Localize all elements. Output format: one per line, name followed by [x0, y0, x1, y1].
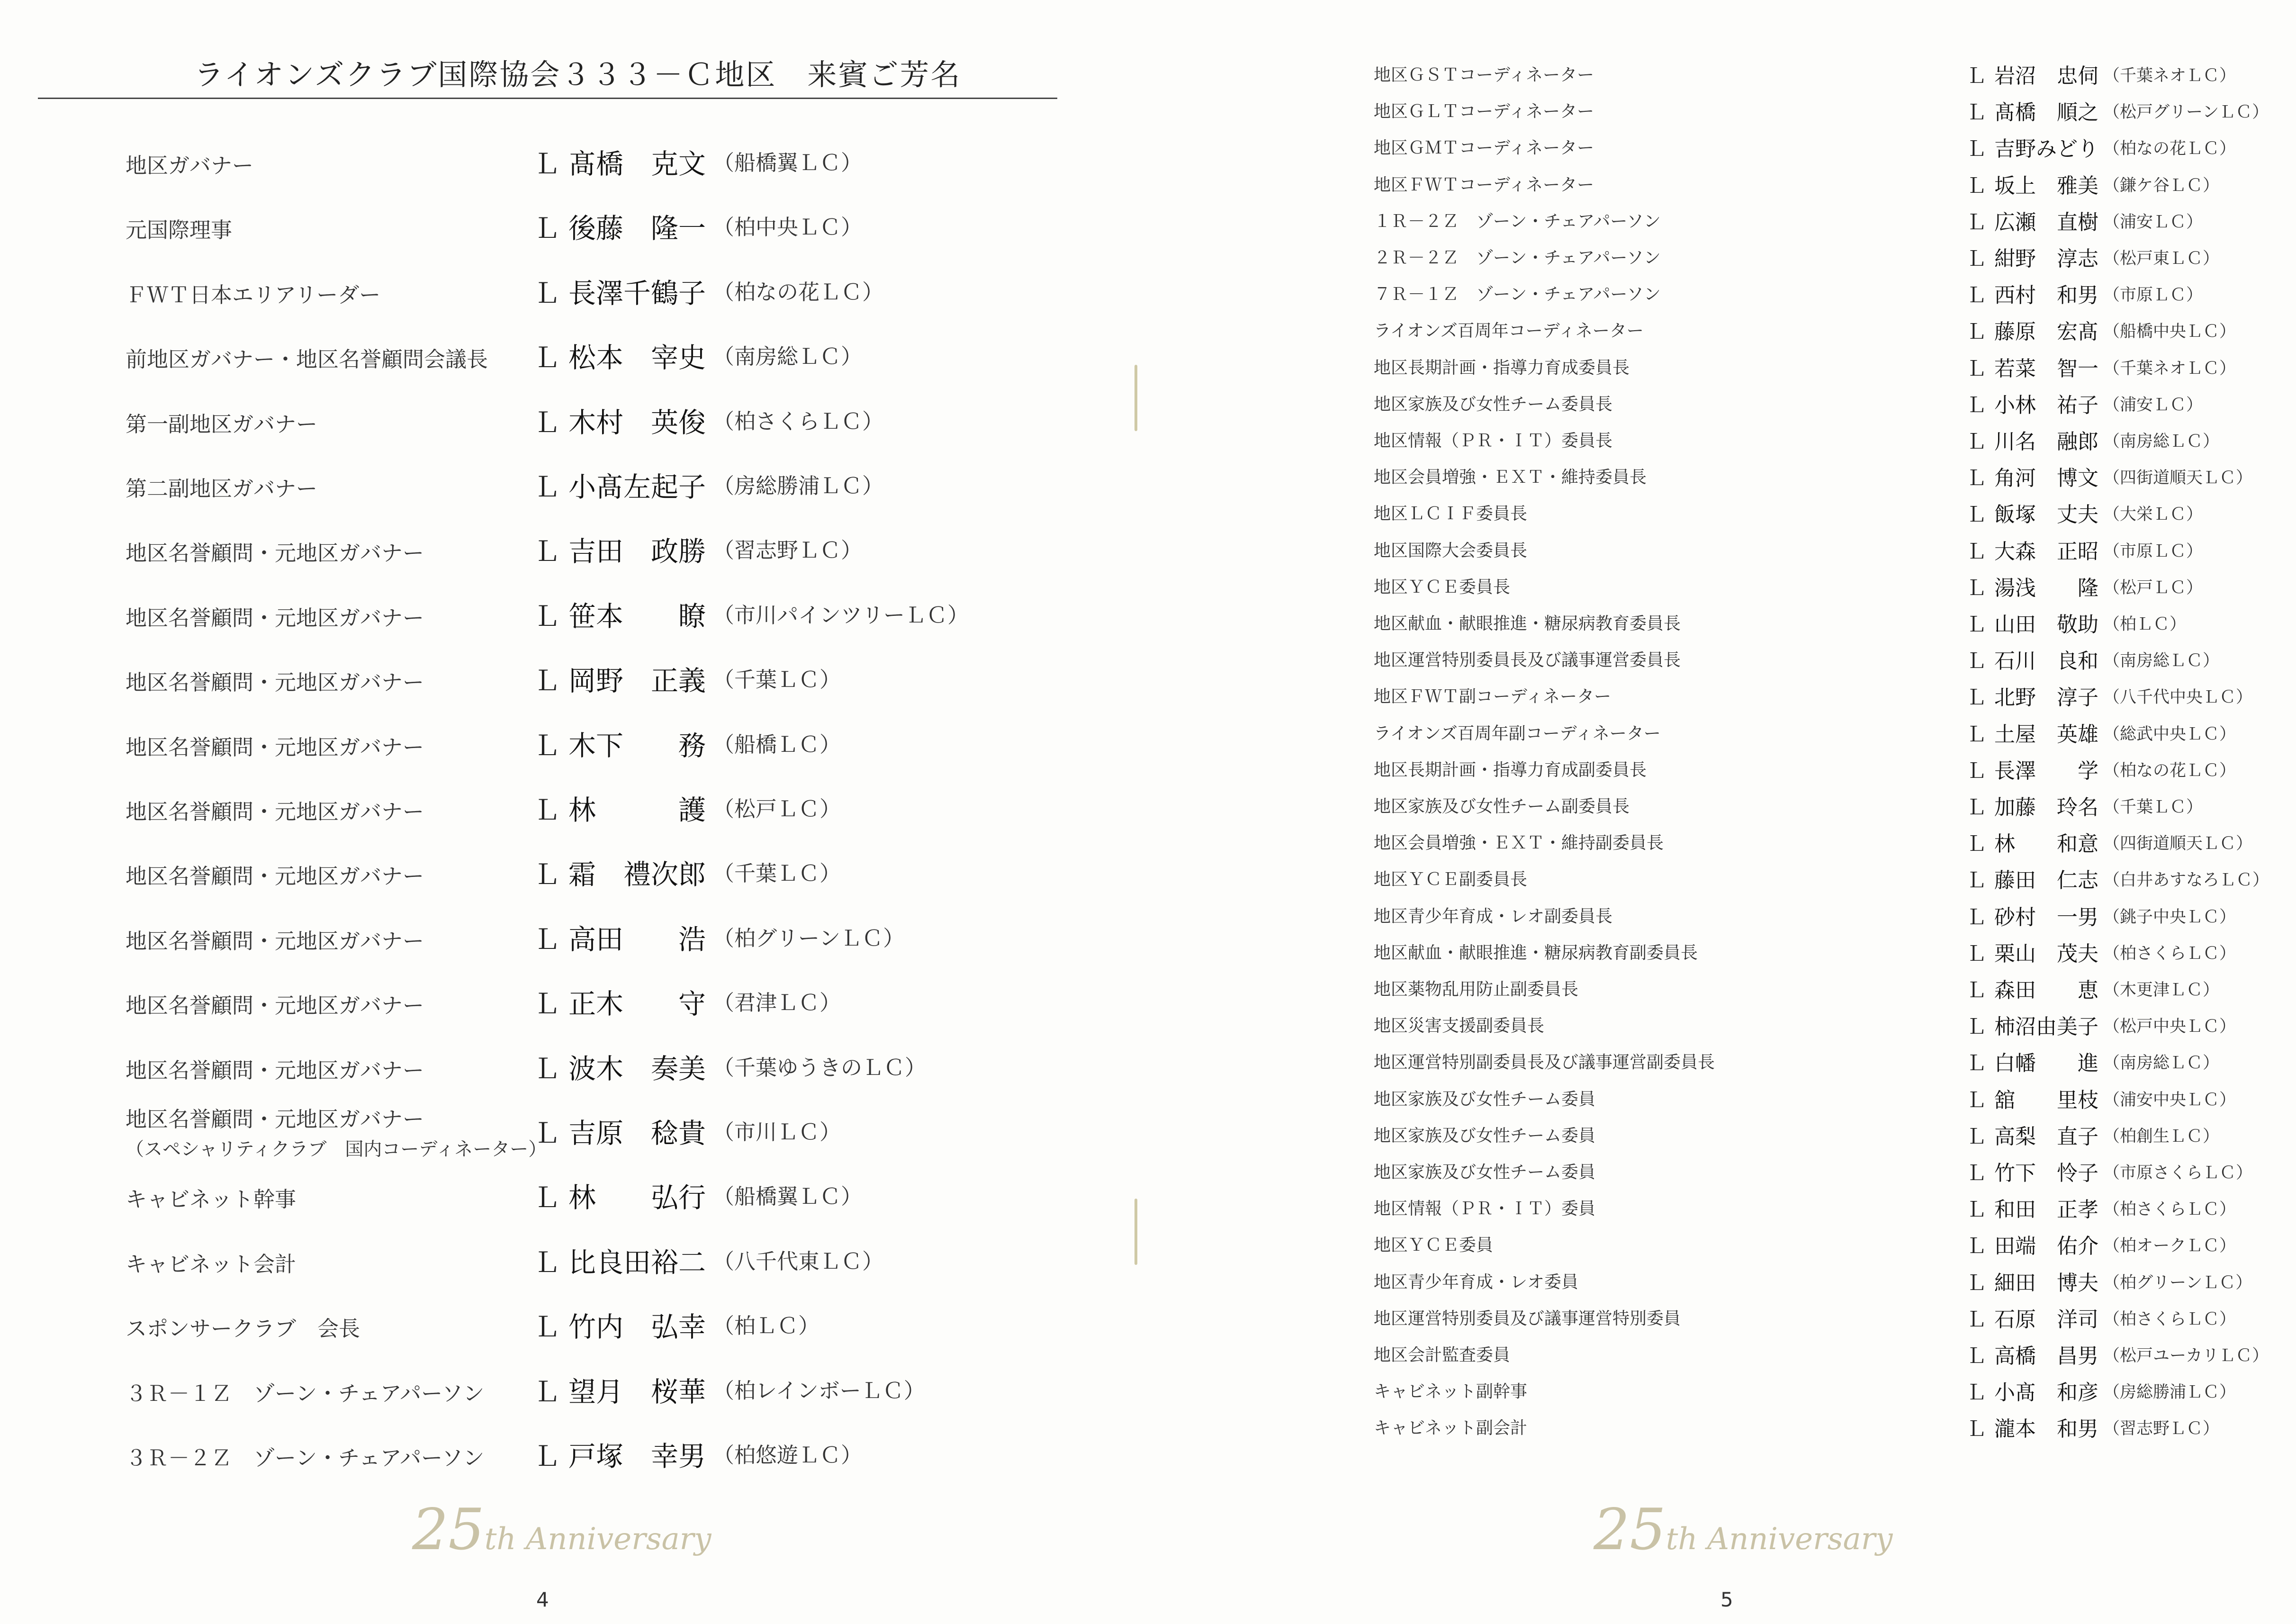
- guest-club: （千葉ネオＬＣ）: [2103, 66, 2236, 85]
- lion-prefix: Ｌ: [1966, 795, 1987, 820]
- guest-name: 波木 奏美: [568, 1052, 706, 1085]
- guest-club: （柏さくらＬＣ）: [2103, 944, 2236, 963]
- guest-club: （白井あすなろＬＣ）: [2103, 871, 2269, 890]
- guest-role: 地区ＧＭＴコーディネーター: [1374, 138, 1594, 158]
- guest-role: 地区ガバナー: [126, 153, 254, 178]
- lion-prefix: Ｌ: [1966, 356, 1987, 381]
- guest-name: 飯塚 丈夫: [1994, 503, 2098, 527]
- guest-club: （房総勝浦ＬＣ）: [2103, 1383, 2236, 1402]
- guest-role: 第一副地区ガバナー: [126, 411, 318, 437]
- guest-role: 地区運営特別委員長及び議事運営委員長: [1374, 650, 1681, 670]
- guest-role: 第二副地区ガバナー: [126, 476, 318, 501]
- guest-club: （千葉ネオＬＣ）: [2103, 359, 2236, 378]
- guest-club: （柏さくらＬＣ）: [2103, 1309, 2236, 1329]
- guest-role: 地区ＬＣＩＦ委員長: [1374, 504, 1528, 524]
- lion-prefix: Ｌ: [533, 858, 561, 891]
- guest-role: 地区名誉顧問・元地区ガバナー: [126, 864, 424, 889]
- guest-club: （鎌ケ谷ＬＣ）: [2103, 176, 2220, 195]
- guest-club: （船橋中央ＬＣ）: [2103, 322, 2236, 342]
- guest-club: （船橋翼ＬＣ）: [713, 1184, 863, 1209]
- guest-club: （柏レインボーＬＣ）: [713, 1378, 925, 1403]
- anniversary-number: 25: [412, 1497, 485, 1563]
- guest-role-subtitle: （スペシャリティクラブ 国内コーディネーター）: [126, 1139, 547, 1160]
- guest-club: （松戸中央ＬＣ）: [2103, 1017, 2236, 1037]
- guest-role: スポンサークラブ 会長: [126, 1316, 360, 1342]
- guest-club: （君津ＬＣ）: [713, 990, 841, 1016]
- guest-role: キャビネット副会計: [1374, 1418, 1528, 1438]
- lion-prefix: Ｌ: [1966, 210, 1987, 235]
- guest-role: 地区長期計画・指導力育成委員長: [1374, 358, 1630, 378]
- guest-role: 地区運営特別委員及び議事運営特別委員: [1374, 1308, 1681, 1328]
- guest-club: （柏ＬＣ）: [2103, 615, 2187, 634]
- guest-club: （柏ＬＣ）: [713, 1313, 820, 1339]
- guest-role: 地区名誉顧問・元地区ガバナー: [126, 993, 424, 1019]
- guest-name: 比良田裕二: [568, 1246, 706, 1279]
- lion-prefix: Ｌ: [1966, 649, 1987, 674]
- guest-role: 地区会計監査委員: [1374, 1345, 1511, 1365]
- guest-club: （房総勝浦ＬＣ）: [713, 473, 884, 498]
- anniversary-text: th Anniversary: [484, 1522, 711, 1557]
- lion-prefix: Ｌ: [1966, 320, 1987, 344]
- guest-role: キャビネット会計: [126, 1251, 297, 1277]
- guest-name: 角河 博文: [1994, 466, 2098, 491]
- guest-name: 栗山 茂夫: [1994, 941, 2098, 966]
- guest-name: 湯浅 隆: [1994, 576, 2098, 600]
- guest-role: キャビネット副幹事: [1374, 1382, 1528, 1402]
- lion-prefix: Ｌ: [533, 1052, 561, 1085]
- lion-prefix: Ｌ: [1966, 1380, 1987, 1405]
- guest-role: 地区名誉顧問・元地区ガバナー: [126, 670, 424, 695]
- guest-role: 元国際理事: [126, 217, 233, 243]
- lion-prefix: Ｌ: [1966, 1344, 1987, 1368]
- guest-name: 正木 守: [568, 988, 706, 1020]
- lion-prefix: Ｌ: [1966, 466, 1987, 491]
- guest-role: 地区ＧＬＴコーディネーター: [1374, 102, 1594, 122]
- guest-club: （浦安ＬＣ）: [2103, 395, 2203, 415]
- lion-prefix: Ｌ: [1966, 1161, 1987, 1185]
- lion-prefix: Ｌ: [533, 212, 561, 245]
- lion-prefix: Ｌ: [533, 600, 561, 632]
- guest-club: （習志野ＬＣ）: [713, 538, 863, 563]
- lion-prefix: Ｌ: [533, 535, 561, 568]
- lion-prefix: Ｌ: [1966, 1198, 1987, 1222]
- guest-role: 地区ＹＣＥ委員長: [1374, 577, 1511, 597]
- guest-name: 砂村 一男: [1994, 905, 2098, 929]
- guest-club: （市川ＬＣ）: [713, 1119, 841, 1145]
- lion-prefix: Ｌ: [533, 148, 561, 180]
- guest-role: 地区ＹＣＥ委員: [1374, 1236, 1494, 1255]
- lion-prefix: Ｌ: [533, 729, 561, 762]
- guest-name: 竹内 弘幸: [568, 1311, 706, 1344]
- guest-name: 藤原 宏髙: [1994, 320, 2098, 344]
- guest-name: 藤田 仁志: [1994, 868, 2098, 893]
- guest-role: ＦＷＴ日本エリアリーダー: [126, 282, 381, 307]
- guest-name: 髙橋 順之: [1994, 100, 2098, 125]
- lion-prefix: Ｌ: [533, 1375, 561, 1408]
- guest-club: （柏なの花ＬＣ）: [2103, 139, 2236, 159]
- guest-club: （柏さくらＬＣ）: [713, 408, 884, 434]
- lion-prefix: Ｌ: [533, 1246, 561, 1279]
- right-page: [1148, 0, 2296, 1624]
- guest-role: 地区名誉顧問・元地区ガバナー: [126, 734, 424, 760]
- guest-name: 林 護: [568, 794, 706, 826]
- anniversary-text: th Anniversary: [1666, 1522, 1893, 1557]
- guest-role: 地区家族及び女性チーム副委員長: [1374, 797, 1630, 816]
- guest-club: （八千代中央ＬＣ）: [2103, 688, 2253, 707]
- lion-prefix: Ｌ: [1966, 905, 1987, 929]
- guest-name: 土屋 英雄: [1994, 722, 2098, 747]
- lion-prefix: Ｌ: [533, 794, 561, 826]
- guest-club: （浦安ＬＣ）: [2103, 212, 2203, 232]
- guest-name: 吉野みどり: [1994, 137, 2098, 162]
- guest-role: ３Ｒ－１Ｚ ゾーン・チェアパーソン: [126, 1380, 485, 1406]
- guest-club: （八千代東ＬＣ）: [713, 1248, 884, 1274]
- lion-prefix: Ｌ: [1966, 758, 1987, 783]
- page-number: 5: [1720, 1588, 1733, 1611]
- guest-role: 地区献血・献眼推進・糖尿病教育副委員長: [1374, 943, 1698, 963]
- guest-name: 岡野 正義: [568, 665, 706, 697]
- guest-role: 前地区ガバナー・地区名誉顧問会議長: [126, 347, 488, 372]
- guest-name: 吉田 政勝: [568, 535, 706, 568]
- guest-club: （浦安中央ＬＣ）: [2103, 1090, 2236, 1110]
- lion-prefix: Ｌ: [1966, 978, 1987, 1002]
- guest-name: 長澤 学: [1994, 758, 2098, 783]
- guest-club: （千葉ゆうきのＬＣ）: [713, 1055, 927, 1080]
- guest-club: （柏なの花ＬＣ）: [2103, 761, 2236, 780]
- lion-prefix: Ｌ: [533, 406, 561, 439]
- lion-prefix: Ｌ: [1966, 832, 1987, 857]
- lion-prefix: Ｌ: [533, 277, 561, 309]
- guest-role: 地区家族及び女性チーム委員長: [1374, 394, 1613, 414]
- lion-prefix: Ｌ: [1966, 430, 1987, 454]
- guest-name: 竹下 怜子: [1994, 1161, 2098, 1185]
- guest-club: （市川パインツリーＬＣ）: [713, 602, 969, 628]
- guest-club: （銚子中央ＬＣ）: [2103, 907, 2236, 927]
- guest-name: 北野 淳子: [1994, 686, 2098, 710]
- guest-role: 地区ＦＷＴ副コーディネーター: [1374, 687, 1612, 707]
- lion-prefix: Ｌ: [1966, 1015, 1987, 1039]
- guest-name: 西村 和男: [1994, 283, 2098, 308]
- lion-prefix: Ｌ: [1966, 1051, 1987, 1076]
- guest-role: ライオンズ百周年コーディネーター: [1374, 321, 1644, 341]
- guest-name: 紺野 淳志: [1994, 247, 2098, 271]
- lion-prefix: Ｌ: [533, 923, 561, 956]
- guest-role: キャビネット幹事: [126, 1187, 297, 1212]
- guest-role: 地区情報（ＰＲ・ＩＴ）委員: [1374, 1199, 1596, 1219]
- lion-prefix: Ｌ: [533, 1182, 561, 1214]
- guest-name: 望月 桜華: [568, 1375, 706, 1408]
- lion-prefix: Ｌ: [1966, 722, 1987, 747]
- lion-prefix: Ｌ: [1966, 1234, 1987, 1259]
- guest-club: （柏悠遊ＬＣ）: [713, 1443, 863, 1468]
- guest-role: [126, 1104, 547, 1165]
- guest-role: 地区名誉顧問・元地区ガバナー: [126, 799, 424, 824]
- guest-role: 地区会員増強・ＥＸＴ・維持副委員長: [1374, 833, 1664, 853]
- guest-role: 地区ＹＣＥ副委員長: [1374, 870, 1528, 890]
- lion-prefix: Ｌ: [1966, 576, 1987, 600]
- lion-prefix: Ｌ: [1966, 1124, 1987, 1149]
- lion-prefix: Ｌ: [533, 342, 561, 374]
- guest-role: ライオンズ百周年副コーディネーター: [1374, 723, 1661, 743]
- guest-club: （松戸ＬＣ）: [2103, 578, 2203, 597]
- guest-name: 戸塚 幸男: [568, 1440, 706, 1472]
- guest-name: 霜 禮次郎: [568, 858, 706, 891]
- guest-club: （南房総ＬＣ）: [713, 344, 863, 370]
- guest-name: 坂上 雅美: [1994, 173, 2098, 198]
- guest-name: 木下 務: [568, 729, 706, 762]
- lion-prefix: Ｌ: [1966, 64, 1987, 88]
- guest-role: 地区災害支援副委員長: [1374, 1016, 1545, 1036]
- guest-name: 舘 里枝: [1994, 1088, 2098, 1112]
- guest-club: （総武中央ＬＣ）: [2103, 724, 2236, 744]
- guest-name: 高橋 昌男: [1994, 1344, 2098, 1368]
- guest-club: （四街道順天ＬＣ）: [2103, 834, 2253, 854]
- guest-club: （木更津ＬＣ）: [2103, 981, 2220, 1000]
- guest-club: （柏グリーンＬＣ）: [713, 925, 905, 951]
- guest-club: （松戸東ＬＣ）: [2103, 249, 2220, 268]
- guest-role: 地区名誉顧問・元地区ガバナー: [126, 605, 424, 631]
- guest-name: 石原 洋司: [1994, 1307, 2098, 1332]
- binding-mark: [1134, 365, 1137, 431]
- guest-club: （市原ＬＣ）: [2103, 541, 2203, 561]
- lion-prefix: Ｌ: [533, 471, 561, 503]
- lion-prefix: Ｌ: [1966, 393, 1987, 417]
- guest-name: 加藤 玲名: [1994, 795, 2098, 820]
- lion-prefix: Ｌ: [533, 1117, 561, 1149]
- lion-prefix: Ｌ: [1966, 100, 1987, 125]
- lion-prefix: Ｌ: [1966, 868, 1987, 893]
- guest-club: （柏中央ＬＣ）: [713, 215, 863, 240]
- guest-name: 高田 浩: [568, 923, 706, 956]
- guest-name: 長澤千鶴子: [568, 277, 706, 309]
- guest-name: 柿沼由美子: [1994, 1015, 2098, 1039]
- guest-role-line: 地区名誉顧問・元地区ガバナー: [126, 1107, 424, 1132]
- guest-club: （船橋翼ＬＣ）: [713, 150, 863, 175]
- guest-role: 地区名誉顧問・元地区ガバナー: [126, 928, 424, 954]
- guest-role: 地区名誉顧問・元地区ガバナー: [126, 1057, 424, 1083]
- binding-mark: [1134, 1199, 1137, 1265]
- guest-club: （柏創生ＬＣ）: [2103, 1127, 2220, 1146]
- guest-name: 小髙 和彦: [1994, 1380, 2098, 1405]
- guest-club: （千葉ＬＣ）: [713, 861, 841, 886]
- guest-name: 林 弘行: [568, 1182, 706, 1214]
- page-number: 4: [536, 1588, 549, 1611]
- guest-role: 地区名誉顧問・元地区ガバナー: [126, 541, 424, 566]
- guest-club: （南房総ＬＣ）: [2103, 432, 2220, 451]
- guest-role: ３Ｒ－２Ｚ ゾーン・チェアパーソン: [126, 1445, 485, 1471]
- guest-role: 地区長期計画・指導力育成副委員長: [1374, 760, 1647, 780]
- guest-club: （千葉ＬＣ）: [2103, 798, 2203, 817]
- guest-name: 細田 博夫: [1994, 1271, 2098, 1295]
- guest-role: ７Ｒ－１Ｚ ゾーン・チェアパーソン: [1374, 285, 1661, 305]
- lion-prefix: Ｌ: [1966, 283, 1987, 308]
- lion-prefix: Ｌ: [1966, 941, 1987, 966]
- lion-prefix: Ｌ: [533, 665, 561, 697]
- anniversary-logo: [1594, 1497, 1892, 1563]
- page-title: ライオンズクラブ国際協会３３３－Ｃ地区 来賓ご芳名: [194, 57, 962, 92]
- guest-name: 後藤 隆一: [568, 212, 706, 245]
- guest-name: 広瀬 直樹: [1994, 210, 2098, 235]
- guest-role: 地区薬物乱用防止副委員長: [1374, 980, 1579, 999]
- guest-name: 岩沼 忠伺: [1994, 64, 2098, 88]
- guest-club: （大栄ＬＣ）: [2103, 505, 2203, 524]
- guest-name: 笹本 瞭: [568, 600, 706, 632]
- lion-prefix: Ｌ: [1966, 613, 1987, 637]
- guest-name: 山田 敬助: [1994, 613, 2098, 637]
- guest-name: 和田 正孝: [1994, 1198, 2098, 1222]
- guest-club: （船橋ＬＣ）: [713, 731, 841, 757]
- guest-role: １Ｒ－２Ｚ ゾーン・チェアパーソン: [1374, 211, 1661, 231]
- guest-role: 地区国際大会委員長: [1374, 541, 1528, 560]
- guest-name: 白幡 進: [1994, 1051, 2098, 1076]
- guest-name: 石川 良和: [1994, 649, 2098, 674]
- guest-name: 小林 祐子: [1994, 393, 2098, 417]
- guest-role: 地区ＦＷＴコーディネーター: [1374, 175, 1594, 195]
- guest-club: （南房総ＬＣ）: [2103, 1054, 2220, 1073]
- guest-role: 地区情報（ＰＲ・ＩＴ）委員長: [1374, 431, 1613, 451]
- lion-prefix: Ｌ: [1966, 1271, 1987, 1295]
- guest-role: 地区献血・献眼推進・糖尿病教育委員長: [1374, 614, 1681, 633]
- lion-prefix: Ｌ: [1966, 137, 1987, 162]
- guest-role: 地区会員増強・ＥＸＴ・維持委員長: [1374, 468, 1647, 487]
- lion-prefix: Ｌ: [1966, 1417, 1987, 1442]
- guest-club: （柏グリーンＬＣ）: [2103, 1273, 2252, 1292]
- guest-name: 森田 恵: [1994, 978, 2098, 1002]
- guest-name: 若菜 智一: [1994, 356, 2098, 381]
- guest-role: 地区青少年育成・レオ委員: [1374, 1272, 1579, 1292]
- guest-role: 地区家族及び女性チーム委員: [1374, 1126, 1596, 1146]
- guest-name: 高梨 直子: [1994, 1124, 2098, 1149]
- guest-name: 瀧本 和男: [1994, 1417, 2098, 1442]
- guest-name: 吉原 稔貴: [568, 1117, 706, 1149]
- guest-club: （習志野ＬＣ）: [2103, 1419, 2220, 1439]
- lion-prefix: Ｌ: [1966, 539, 1987, 564]
- guest-club: （柏さくらＬＣ）: [2103, 1200, 2236, 1219]
- guest-club: （市原ＬＣ）: [2103, 286, 2203, 305]
- guest-name: 髙橋 克文: [568, 148, 706, 180]
- anniversary-number: 25: [1594, 1497, 1666, 1563]
- guest-club: （千葉ＬＣ）: [713, 667, 841, 693]
- lion-prefix: Ｌ: [533, 1440, 561, 1472]
- guest-name: 小髙左起子: [568, 471, 706, 503]
- guest-role: ２Ｒ－２Ｚ ゾーン・チェアパーソン: [1374, 248, 1661, 268]
- guest-club: （四街道順天ＬＣ）: [2103, 469, 2253, 488]
- guest-role: 地区ＧＳＴコーディネーター: [1374, 65, 1594, 85]
- guest-role: 地区家族及び女性チーム委員: [1374, 1089, 1596, 1109]
- guest-name: 林 和意: [1994, 832, 2098, 857]
- lion-prefix: Ｌ: [1966, 1088, 1987, 1112]
- guest-name: 川名 融郎: [1994, 430, 2098, 454]
- lion-prefix: Ｌ: [533, 1311, 561, 1344]
- lion-prefix: Ｌ: [533, 988, 561, 1020]
- guest-club: （松戸ユーカリＬＣ）: [2103, 1346, 2269, 1365]
- guest-name: 大森 正昭: [1994, 539, 2098, 564]
- guest-role: 地区青少年育成・レオ副委員長: [1374, 906, 1613, 926]
- guest-role: 地区家族及び女性チーム委員: [1374, 1163, 1596, 1182]
- guest-club: （南房総ＬＣ）: [2103, 651, 2220, 671]
- lion-prefix: Ｌ: [1966, 173, 1987, 198]
- title-divider: [38, 98, 1057, 99]
- guest-club: （柏オークＬＣ）: [2103, 1236, 2236, 1256]
- guest-name: 木村 英俊: [568, 406, 706, 439]
- guest-club: （松戸グリーンＬＣ）: [2103, 103, 2269, 122]
- guest-club: （市原さくらＬＣ）: [2103, 1164, 2253, 1182]
- lion-prefix: Ｌ: [1966, 247, 1987, 271]
- lion-prefix: Ｌ: [1966, 1307, 1987, 1332]
- guest-name: 松本 宰史: [568, 342, 706, 374]
- anniversary-logo: [412, 1497, 711, 1563]
- guest-name: 田端 佑介: [1994, 1234, 2098, 1259]
- guest-club: （松戸ＬＣ）: [713, 796, 841, 821]
- lion-prefix: Ｌ: [1966, 686, 1987, 710]
- lion-prefix: Ｌ: [1966, 503, 1987, 527]
- guest-role: 地区運営特別副委員長及び議事運営副委員長: [1374, 1053, 1715, 1073]
- guest-club: （柏なの花ＬＣ）: [713, 279, 884, 305]
